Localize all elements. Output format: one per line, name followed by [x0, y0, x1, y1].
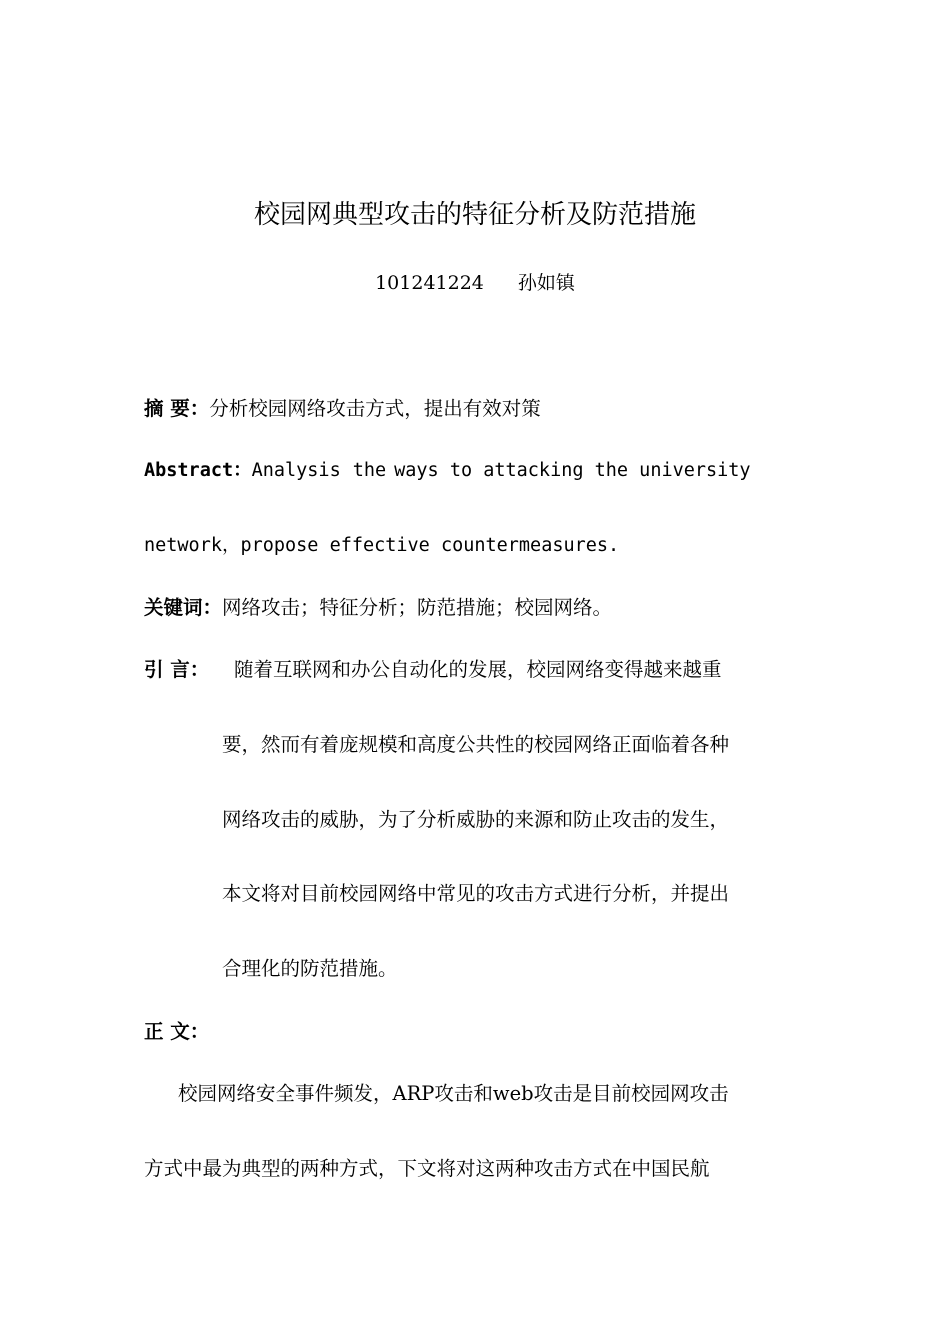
author-name: 孙如镇 — [517, 272, 575, 294]
student-id: 101241224 — [375, 272, 484, 294]
abstract-line-1 — [144, 456, 751, 482]
abstract-label: Abstract： — [144, 460, 252, 481]
intro-line: 网络攻击的威胁，为了分析威胁的来源和防止攻击的发生， — [222, 808, 730, 831]
intro-line: 随着互联网和办公自动化的发展，校园网络变得越来越重 — [234, 658, 722, 681]
abstract-text-1c: ways to attacking the university — [394, 460, 751, 481]
intro-line: 要，然而有着庞规模和高度公共性的校园网络正面临着各种 — [222, 733, 730, 756]
summary-label: 摘 要： — [144, 397, 210, 420]
document-title: 校园网典型攻击的特征分析及防范措施 — [253, 200, 696, 230]
summary-line — [144, 393, 541, 421]
body-line: 方式中最为典型的两种方式，下文将对这两种攻击方式在中国民航 — [144, 1157, 710, 1180]
keywords-label: 关键词： — [144, 596, 223, 619]
body-line: 校园网络安全事件频发，ARP攻击和web攻击是目前校园网攻击 — [178, 1082, 729, 1105]
body-label: 正 文： — [144, 1020, 210, 1043]
keywords-line — [144, 592, 612, 620]
abstract-line-2: network，propose effective countermeasures. — [144, 535, 620, 556]
intro-first-line — [144, 654, 722, 682]
intro-line: 本文将对目前校园网络中常见的攻击方式进行分析，并提出 — [222, 882, 730, 905]
author-line — [0, 268, 950, 295]
abstract-text-1b: the — [352, 460, 387, 481]
intro-label: 引 言： — [144, 658, 210, 681]
intro-line: 合理化的防范措施。 — [222, 957, 398, 980]
keywords-text: 网络攻击；特征分析；防范措施；校园网络。 — [222, 596, 613, 619]
abstract-text-1a: Analysis — [251, 460, 341, 481]
summary-text: 分析校园网络攻击方式，提出有效对策 — [209, 397, 541, 420]
